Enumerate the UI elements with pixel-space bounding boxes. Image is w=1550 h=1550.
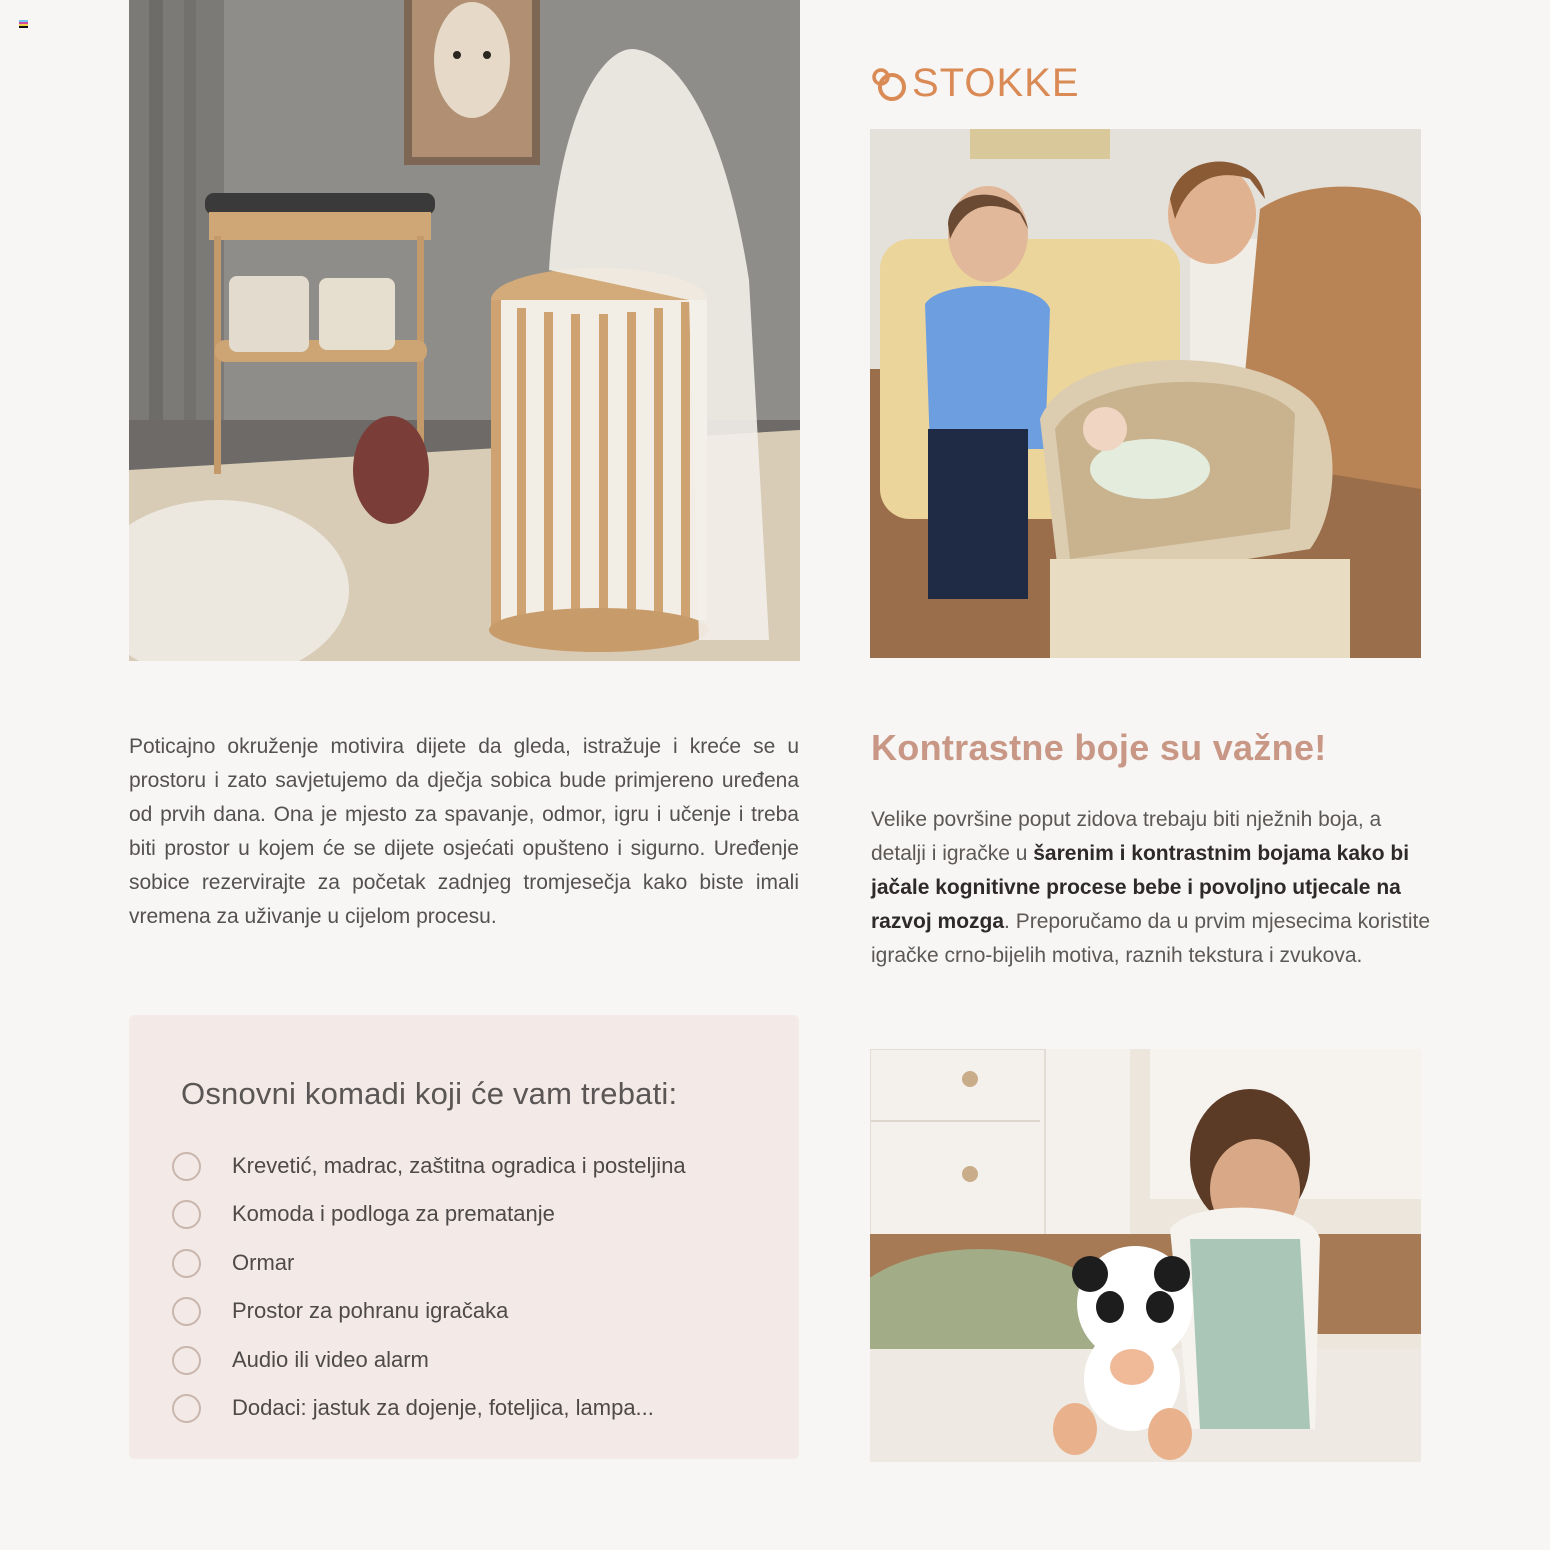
checkbox-circle-icon[interactable] (172, 1297, 201, 1326)
contrast-text-before: Velike površine poput zidova trebaju biti nježnih boja, a detalji i igračke u (871, 808, 1382, 865)
contrast-heading: Kontrastne boje su važne! (871, 727, 1327, 768)
checklist-title: Osnovni komadi koji će vam trebati: (181, 1076, 678, 1111)
checkbox-circle-icon[interactable] (172, 1249, 201, 1278)
checklist-item[interactable] (172, 1294, 508, 1328)
checklist-item[interactable] (172, 1343, 429, 1377)
logo-text: STOKKE (912, 60, 1080, 105)
checklist-item[interactable] (172, 1197, 555, 1231)
nursery-photo (129, 0, 800, 661)
checkbox-circle-icon[interactable] (172, 1394, 201, 1423)
checklist-item[interactable] (172, 1149, 686, 1183)
checklist-item[interactable] (172, 1246, 294, 1280)
checklist-item-label: Komoda i podloga za prematanje (232, 1201, 555, 1226)
checklist-item-label: Prostor za pohranu igračaka (232, 1298, 509, 1323)
checkbox-circle-icon[interactable] (172, 1152, 201, 1181)
checklist-item-label: Dodaci: jastuk za dojenje, foteljica, lampa... (232, 1395, 654, 1420)
checklist-item-label: Ormar (232, 1250, 295, 1275)
toddler-photo (870, 1049, 1421, 1462)
parents-photo (870, 129, 1421, 658)
checklist-item[interactable] (172, 1391, 654, 1425)
checkbox-circle-icon[interactable] (172, 1200, 201, 1229)
intro-paragraph: Poticajno okruženje motivira dijete da gleda, istražuje i kreće se u prostoru i zato savjetujemo da dječja sobica bude primjereno uređena od prvih dana. Ona je mjesto za spavanje, odmor, igru i učenje i treba biti prostor u kojem će se dijete osjećati opušteno i sigurno. Uređenje sobice rezervirajte za početak zadnjeg tromjesečja kako biste imali vremena za uživanje u cijelom procesu. (129, 735, 799, 928)
checkbox-circle-icon[interactable] (172, 1346, 201, 1375)
checklist-item-label: Krevetić, madrac, zaštitna ogradica i posteljina (232, 1153, 686, 1178)
stokke-logo (870, 60, 1080, 106)
corner-color-marker (19, 20, 28, 28)
checklist-item-label: Audio ili video alarm (232, 1347, 429, 1372)
contrast-text-after: . Preporučamo da u prvim mjesecima koristite igračke crno-bijelih motiva, raznih tekstura i zvukova. (871, 910, 1431, 967)
stokke-logo-icon (870, 64, 908, 102)
contrast-text-bold: šarenim i kontrastnim bojama kako bi jačale kognitivne procese bebe i povoljno utjecale na razvoj mozga (871, 842, 1410, 933)
contrast-paragraph (871, 803, 1431, 973)
